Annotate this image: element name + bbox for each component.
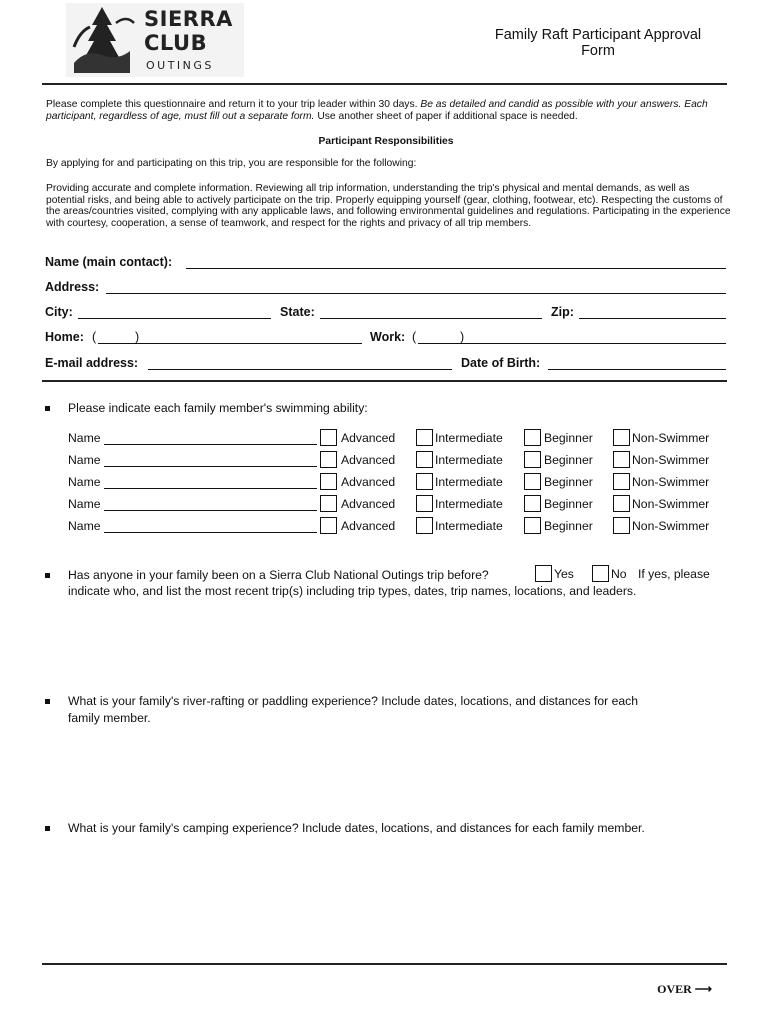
date-of-birth-field[interactable] (548, 369, 726, 370)
advanced-label: Advanced (341, 453, 396, 467)
advanced-checkbox[interactable] (320, 495, 337, 512)
beginner-label: Beginner (544, 497, 593, 511)
bullet-prior-trip (45, 573, 50, 578)
logo-sierra-text: SIERRA (144, 7, 233, 31)
intro-tail-text: Use another sheet of paper if additional space is needed. (317, 111, 578, 122)
intermediate-checkbox[interactable] (416, 495, 433, 512)
member-name-field[interactable] (104, 532, 317, 533)
member-name-field[interactable] (104, 510, 317, 511)
prior-trip-instructions: indicate who, and list the most recent trip(s) including trip types, dates, trip names, locations, and leaders. (68, 584, 637, 598)
work-area-close-paren: ) (460, 330, 465, 344)
email-label: E-mail address: (45, 356, 139, 370)
over-text: OVER (657, 982, 692, 996)
intermediate-label: Intermediate (435, 497, 503, 511)
beginner-checkbox[interactable] (524, 473, 541, 490)
advanced-label: Advanced (341, 497, 396, 511)
bullet-camping (45, 826, 50, 831)
member-name-label: Name (68, 475, 101, 489)
right-arrow-icon: ⟶ (694, 982, 712, 996)
intermediate-checkbox[interactable] (416, 451, 433, 468)
non-swimmer-checkbox[interactable] (613, 495, 630, 512)
non-swimmer-label: Non-Swimmer (632, 497, 710, 511)
beginner-label: Beginner (544, 519, 593, 533)
beginner-checkbox[interactable] (524, 495, 541, 512)
work-phone-label: Work: (370, 330, 406, 344)
member-name-field[interactable] (104, 444, 317, 445)
date-of-birth-label: Date of Birth: (461, 356, 541, 370)
city-label: City: (45, 305, 73, 319)
advanced-label: Advanced (341, 431, 396, 445)
member-name-label: Name (68, 519, 101, 533)
bullet-rafting (45, 699, 50, 704)
non-swimmer-label: Non-Swimmer (632, 475, 710, 489)
address-label: Address: (45, 280, 100, 294)
work-phone-field[interactable] (418, 343, 726, 344)
beginner-label: Beginner (544, 475, 593, 489)
intermediate-checkbox[interactable] (416, 473, 433, 490)
prior-trip-question: Has anyone in your family been on a Sierra Club National Outings trip before? (68, 568, 489, 582)
zip-field[interactable] (579, 318, 726, 319)
advanced-checkbox[interactable] (320, 429, 337, 446)
responsibilities-heading: Participant Responsibilities (318, 136, 454, 147)
work-area-open-paren: ( (412, 330, 417, 344)
swimming-question: Please indicate each family member's swimming ability: (68, 401, 368, 415)
logo-club-text: CLUB (144, 31, 208, 55)
intro-italic-text: Be as detailed and candid as possible with your answers. Each participant, regardless of age, must fill out a separate form. (46, 99, 708, 122)
non-swimmer-checkbox[interactable] (613, 429, 630, 446)
rafting-question-line2: family member. (68, 711, 151, 725)
advanced-checkbox[interactable] (320, 451, 337, 468)
member-name-field[interactable] (104, 488, 317, 489)
home-phone-label: Home: (45, 330, 84, 344)
advanced-label: Advanced (341, 519, 396, 533)
logo-outings-text: OUTINGS (146, 59, 214, 72)
member-name-label: Name (68, 453, 101, 467)
non-swimmer-checkbox[interactable] (613, 451, 630, 468)
intermediate-label: Intermediate (435, 431, 503, 445)
home-phone-field[interactable] (98, 343, 362, 344)
member-name-field[interactable] (104, 466, 317, 467)
member-name-label: Name (68, 497, 101, 511)
over-indicator (657, 982, 712, 997)
intermediate-label: Intermediate (435, 519, 503, 533)
advanced-label: Advanced (341, 475, 396, 489)
sierra-club-logo (66, 3, 244, 77)
intermediate-label: Intermediate (435, 453, 503, 467)
intermediate-checkbox[interactable] (416, 429, 433, 446)
non-swimmer-label: Non-Swimmer (632, 431, 710, 445)
non-swimmer-label: Non-Swimmer (632, 519, 710, 533)
beginner-label: Beginner (544, 453, 593, 467)
beginner-checkbox[interactable] (524, 429, 541, 446)
beginner-checkbox[interactable] (524, 451, 541, 468)
non-swimmer-label: Non-Swimmer (632, 453, 710, 467)
prior-trip-no-checkbox[interactable] (592, 565, 609, 582)
advanced-checkbox[interactable] (320, 517, 337, 534)
responsibilities-intro: By applying for and participating on this trip, you are responsible for the following: (46, 158, 417, 169)
non-swimmer-checkbox[interactable] (613, 517, 630, 534)
zip-label: Zip: (551, 305, 574, 319)
non-swimmer-checkbox[interactable] (613, 473, 630, 490)
home-area-open-paren: ( (92, 330, 97, 344)
intro-paragraph (46, 99, 726, 123)
prior-trip-followup: If yes, please (638, 567, 710, 581)
name-main-contact-field[interactable] (186, 268, 726, 269)
address-field[interactable] (106, 293, 726, 294)
intro-plain-text: Please complete this questionnaire and return it to your trip leader within 30 days. (46, 99, 418, 110)
prior-trip-yes-checkbox[interactable] (535, 565, 552, 582)
member-name-label: Name (68, 431, 101, 445)
home-area-close-paren: ) (135, 330, 140, 344)
city-field[interactable] (78, 318, 271, 319)
form-title: Family Raft Participant Approval Form (494, 27, 702, 59)
rafting-question: What is your family's river-rafting or paddling experience? Include dates, locations, and distances for each (68, 694, 639, 708)
state-label: State: (280, 305, 315, 319)
responsibilities-list: Providing accurate and complete information. Reviewing all trip information, understanding the trip's physical and mental demands, as well as potential risks, and being able to actively participate on the trip. Properly equipping yourself (gear, clothing, footwear, etc). Respecting the customs of the areas/countries visited, complying with any applicable laws, and following environmental guidelines and regulations. Participating in the experience with courtesy, cooperation, a sense of teamwork, and respect for the rights and privacy of all trip members. (46, 183, 731, 229)
state-field[interactable] (320, 318, 542, 319)
intermediate-label: Intermediate (435, 475, 503, 489)
prior-trip-no-label: No (611, 567, 627, 581)
intermediate-checkbox[interactable] (416, 517, 433, 534)
camping-question: What is your family's camping experience? Include dates, locations, and distances for each family member. (68, 821, 645, 835)
header-divider (42, 83, 727, 85)
email-field[interactable] (148, 369, 452, 370)
beginner-checkbox[interactable] (524, 517, 541, 534)
contact-divider (42, 380, 727, 382)
name-main-contact-label: Name (main contact): (45, 255, 173, 269)
advanced-checkbox[interactable] (320, 473, 337, 490)
prior-trip-yes-label: Yes (554, 567, 574, 581)
beginner-label: Beginner (544, 431, 593, 445)
bullet-swimming (45, 406, 50, 411)
footer-divider (42, 963, 727, 965)
